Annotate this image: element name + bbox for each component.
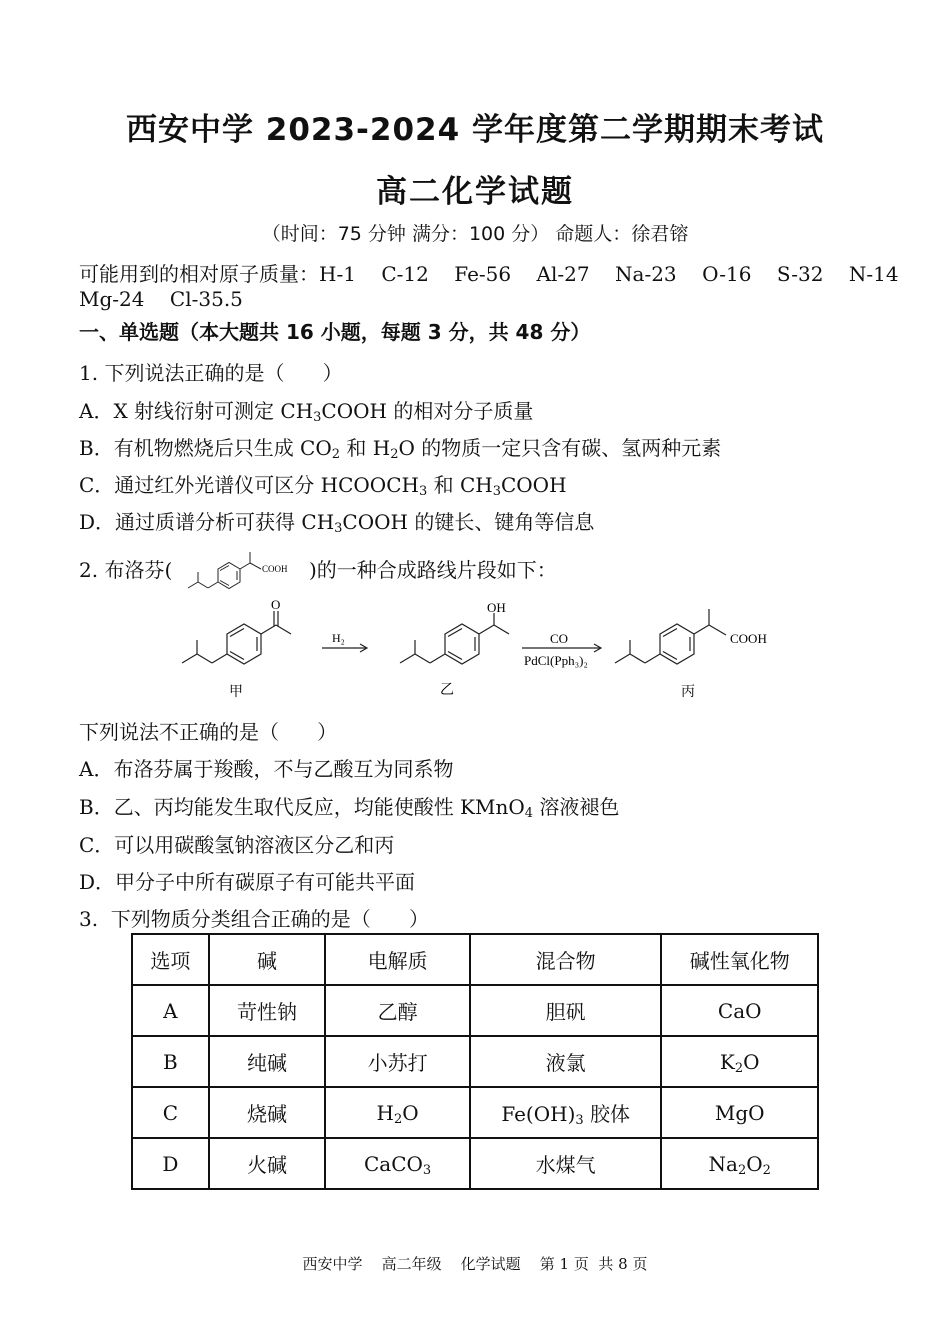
formula-sub: 2	[737, 1162, 747, 1178]
cell-option: C	[132, 1087, 209, 1138]
cell-base: 火碱	[209, 1138, 326, 1189]
table-header-row	[132, 934, 818, 985]
formula-part: K	[719, 1049, 735, 1074]
cell-oxide	[661, 1138, 818, 1189]
cell-oxide: CaO	[661, 985, 818, 1036]
cell-electrolyte	[325, 1138, 470, 1189]
inline-cooh-label: COOH	[262, 564, 288, 574]
q1-option-b	[79, 432, 721, 461]
q1-b-text3: O 的物质一定只含有碳、氢两种元素	[398, 436, 722, 460]
ibuprofen-inline-structure	[170, 539, 310, 595]
cell-base: 纯碱	[209, 1036, 326, 1087]
label-yi: 乙	[440, 683, 454, 698]
q1-d-text2: COOH 的键长、键角等信息	[342, 510, 595, 534]
cell-oxide: MgO	[661, 1087, 818, 1138]
formula-sub: 3	[575, 1113, 584, 1128]
page-footer: 西安中学 高二年级 化学试题 第 1 页 共 8 页	[302, 1255, 648, 1273]
cell-electrolyte: 小苏打	[325, 1036, 470, 1087]
q2-stem-pre: 2. 布洛芬(	[79, 558, 173, 582]
q1-option-c	[79, 469, 567, 498]
q2-stem-post: )的一种合成路线片段如下：	[309, 558, 557, 582]
header-base: 碱	[209, 934, 326, 985]
exam-info: （时间：75 分钟 满分：100 分） 命题人：徐君镕	[261, 223, 689, 245]
o-label: O	[271, 597, 281, 612]
q1-a-text1: A．X 射线衍射可测定 CH	[79, 399, 314, 423]
q1-a-sub1: 3	[313, 410, 322, 425]
classification-table	[131, 933, 819, 1190]
header-electrolyte: 电解质	[325, 934, 470, 985]
q1-b-sub1: 2	[331, 447, 341, 462]
q1-option-a	[79, 395, 533, 424]
q1-c-sub2: 3	[492, 484, 501, 499]
cell-option: D	[132, 1138, 209, 1189]
ring-bing	[660, 624, 694, 664]
formula-part: O	[743, 1049, 760, 1074]
q1-c-text3: COOH	[500, 473, 567, 497]
oh-label: OH	[487, 600, 506, 615]
header-option: 选项	[132, 934, 209, 985]
ring-jia	[227, 624, 261, 664]
header-mixture: 混合物	[470, 934, 661, 985]
formula-part: CaCO	[363, 1151, 423, 1176]
q2-b-text2: 溶液褪色	[533, 795, 620, 819]
q2-option-c: C．可以用碳酸氢钠溶液区分乙和丙	[79, 833, 395, 857]
formula-part: O	[402, 1100, 419, 1125]
formula-part: 胶体	[583, 1102, 631, 1126]
q2-b-text1: B．乙、丙均能发生取代反应，均能使酸性 KMnO	[79, 795, 525, 819]
q3-stem: 3. 下列物质分类组合正确的是（ ）	[79, 907, 429, 931]
cell-mixture: 液氯	[470, 1036, 661, 1087]
q2-option-b	[79, 791, 619, 820]
q1-c-sub1: 3	[418, 484, 428, 499]
cell-base: 烧碱	[209, 1087, 326, 1138]
cell-option: A	[132, 985, 209, 1036]
formula-part: Fe(OH)	[501, 1102, 576, 1126]
cell-mixture	[470, 1087, 661, 1138]
formula-part: H	[376, 1100, 394, 1125]
q1-c-text1: C．通过红外光谱仪可区分 HCOOCH	[79, 473, 419, 497]
table-row	[132, 1138, 818, 1189]
q1-b-sub2: 2	[390, 447, 399, 462]
exam-title: 西安中学 2023-2024 学年度第二学期期末考试	[125, 112, 824, 148]
label-jia: 甲	[229, 685, 243, 700]
q1-stem: 1. 下列说法正确的是（ ）	[79, 361, 343, 385]
cell-oxide	[661, 1036, 818, 1087]
q2-option-d: D．甲分子中所有碳原子有可能共平面	[79, 870, 416, 894]
cooh-label: COOH	[730, 631, 767, 646]
section-title: 一、单选题（本大题共 16 小题，每题 3 分，共 48 分）	[79, 320, 591, 344]
exam-subtitle: 高二化学试题	[376, 174, 574, 210]
q1-d-sub1: 3	[334, 521, 343, 536]
cell-electrolyte: 乙醇	[325, 985, 470, 1036]
reagent-catalyst: PdCl(Pph₃)₂	[524, 653, 588, 668]
formula-sub: 2	[734, 1060, 744, 1076]
cell-mixture: 胆矾	[470, 985, 661, 1036]
q1-c-text2: 和 CH	[427, 473, 493, 497]
ring-yi	[445, 624, 479, 664]
formula-part: Na	[708, 1151, 738, 1176]
formula-sub: 2	[393, 1111, 403, 1127]
q1-a-text2: COOH 的相对分子质量	[321, 399, 534, 423]
formula-part: O	[746, 1151, 763, 1176]
table-row	[132, 985, 818, 1036]
cell-base: 苛性钠	[209, 985, 326, 1036]
cell-mixture: 水煤气	[470, 1138, 661, 1189]
atomic-masses-line1: 可能用到的相对原子质量：H-1 C-12 Fe-56 Al-27 Na-23 O-16 S-32 N-14	[79, 262, 899, 286]
formula-sub: 3	[422, 1162, 432, 1178]
atomic-masses-line2: Mg-24 Cl-35.5	[79, 287, 243, 311]
label-bing: 丙	[681, 685, 695, 700]
q1-b-text1: B．有机物燃烧后只生成 CO	[79, 436, 332, 460]
formula-sub: 2	[762, 1162, 771, 1178]
table-row	[132, 1087, 818, 1138]
q1-d-text1: D．通过质谱分析可获得 CH	[79, 510, 335, 534]
table-row	[132, 1036, 818, 1087]
q2-question: 下列说法不正确的是（ ）	[79, 720, 338, 744]
q2-b-sub1: 4	[524, 806, 534, 821]
q1-b-text2: 和 H	[340, 436, 391, 460]
reagent-co: CO	[550, 631, 569, 646]
cell-electrolyte	[325, 1087, 470, 1138]
reagent-h2: H₂	[332, 631, 345, 645]
cell-option: B	[132, 1036, 209, 1087]
q1-option-d	[79, 506, 594, 535]
synthesis-scheme	[170, 595, 790, 707]
q2-option-a: A．布洛芬属于羧酸，不与乙酸互为同系物	[79, 757, 454, 781]
header-basic-oxide: 碱性氧化物	[661, 934, 818, 985]
